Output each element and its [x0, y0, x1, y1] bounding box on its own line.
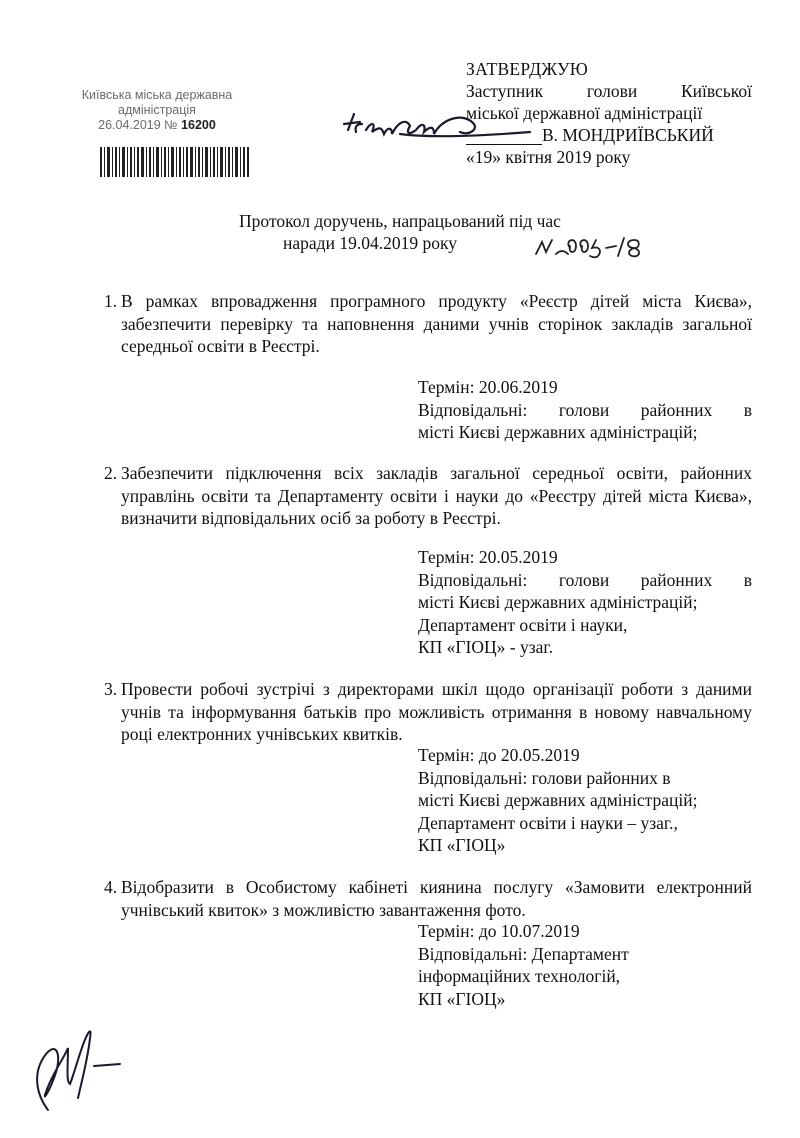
item-term: Термін: 20.05.2019 [418, 547, 558, 567]
list-item [88, 876, 752, 921]
item-number: 3. [104, 679, 118, 699]
item-deadline-block [418, 920, 752, 1010]
item-deadline-block [418, 744, 752, 857]
item-text: В рамках впровадження програмного продукту «Реєстр дітей міста Києва», забезпечити перевірку та наповнення даними учнів сторінок закладів загальної середньої освіти в Реєстрі. [121, 291, 752, 356]
item-responsible: місті Києві державних адміністрацій; [418, 592, 698, 612]
list-item [88, 678, 752, 746]
item-deadline-block [418, 376, 752, 444]
stamp-date: 26.04.2019 № [98, 118, 178, 132]
item-deadline-block [418, 546, 752, 659]
item-responsible: КП «ГІОЦ» [418, 988, 506, 1009]
approval-organization: міської державної адміністрації [466, 103, 703, 123]
item-responsible: КП «ГІОЦ» - узаг. [418, 637, 553, 657]
stamp-number: 16200 [181, 118, 216, 132]
approval-heading: ЗАТВЕРДЖУЮ [466, 59, 589, 79]
item-responsible: інформаційних технологій, [418, 966, 621, 986]
list-item [88, 290, 752, 358]
signature-rule [466, 144, 542, 145]
item-text: Відобразити в Особистому кабінеті киянина послугу «Замовити електронний учнівський квиток» з можливістю завантаження фото. [121, 877, 752, 920]
item-responsible: Відповідальні: голови районних в [418, 767, 671, 788]
item-responsible: місті Києві державних адміністрацій; [418, 790, 698, 810]
approver-signature [340, 104, 550, 144]
approval-position-line [466, 80, 752, 102]
item-text: Провести робочі зустрічі з директорами шкіл щодо організації роботи з даними учнів та інформування батьків про можливість отримання в новому навчальному році електронних учнівських квитків. [121, 679, 752, 744]
item-responsible: КП «ГІОЦ» [418, 835, 506, 855]
item-term: Термін: до 10.07.2019 [418, 921, 580, 941]
item-responsible: Департамент освіти і науки, [418, 614, 628, 635]
item-responsible: місті Києві державних адміністрацій; [418, 422, 698, 442]
registration-stamp [62, 88, 252, 133]
item-term: Термін: 20.06.2019 [418, 377, 558, 397]
item-responsible: Відповідальні: голови районних в [418, 399, 752, 420]
list-item [88, 462, 752, 530]
item-responsible: Відповідальні: голови районних в [418, 569, 752, 590]
item-term: Термін: до 20.05.2019 [418, 745, 580, 765]
approval-name: В. МОНДРИЇВСЬКИЙ [542, 125, 714, 145]
approval-position-word: Київської [680, 81, 752, 101]
handwritten-signature [18, 1018, 138, 1114]
item-number: 1. [104, 291, 118, 311]
title-line-2: наради 19.04.2019 року [283, 233, 457, 253]
approval-date: «19» квітня 2019 року [466, 147, 631, 167]
item-number: 4. [104, 877, 118, 897]
barcode-icon [100, 147, 250, 177]
item-responsible: Відповідальні: Департамент [418, 943, 629, 964]
approval-position-word: голови [586, 81, 638, 101]
handwritten-protocol-number [530, 226, 660, 262]
approval-position-word: Заступник [466, 81, 544, 101]
stamp-org-line: Київська міська державна [81, 88, 233, 102]
title-line-1: Протокол доручень, напрацьований під час [239, 211, 561, 231]
item-text: Забезпечити підключення всіх закладів загальної середньої освіти, районних управлінь освіти та Департаменту освіти і науки до «Реєстру дітей міста Києва», визначити відповідальних осіб за роботу в Реєстрі. [121, 463, 752, 528]
stamp-registration [62, 118, 252, 133]
item-number: 2. [104, 463, 118, 483]
stamp-org-line-2: адміністрація [118, 103, 196, 117]
item-responsible: Департамент освіти і науки – узаг., [418, 812, 678, 833]
